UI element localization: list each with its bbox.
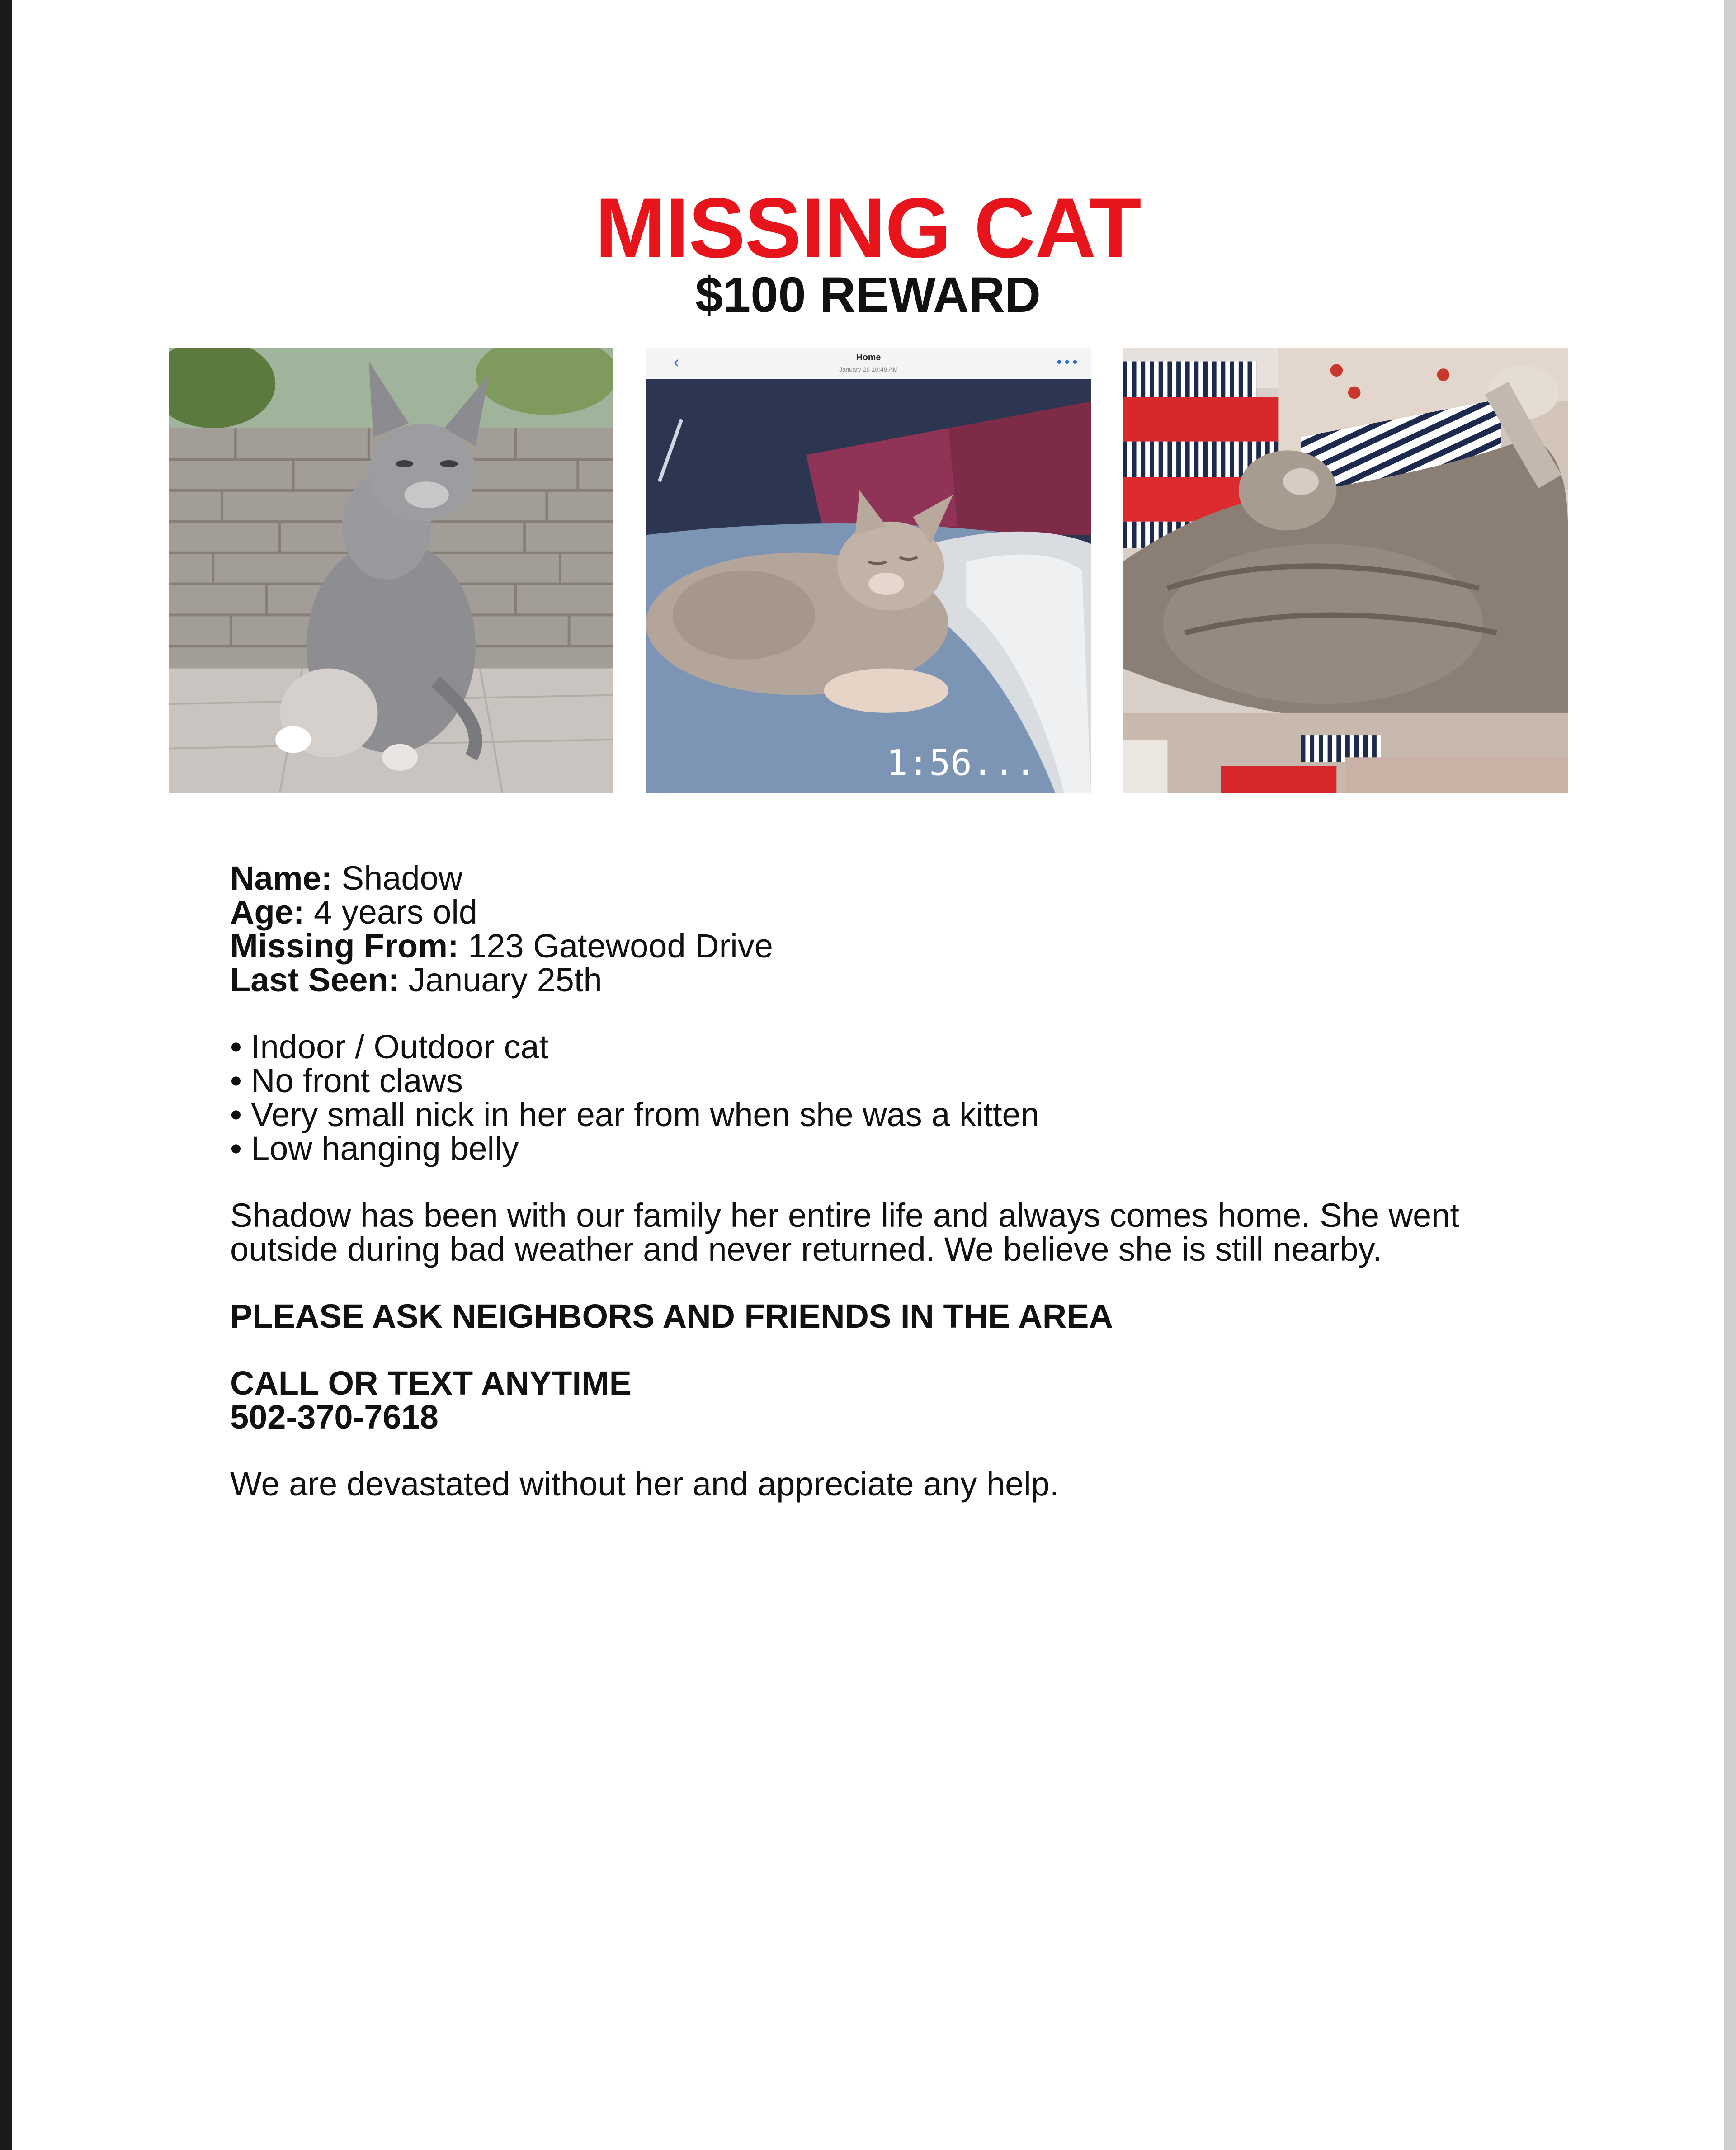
detail-last-seen bbox=[230, 963, 1586, 997]
flyer-title: MISSING CAT bbox=[595, 180, 1141, 275]
contact-heading: CALL OR TEXT ANYTIME bbox=[230, 1364, 632, 1402]
phone-number: 502-370-7618 bbox=[230, 1398, 439, 1436]
detail-label: Age: bbox=[230, 893, 305, 931]
detail-value: 123 Gatewood Drive bbox=[468, 927, 773, 965]
story-paragraph bbox=[230, 1198, 1586, 1266]
cat-photo-on-bed bbox=[646, 348, 1091, 793]
story-line: outside during bad weather and never returned. We believe she is still nearby. bbox=[230, 1231, 1382, 1268]
contact-block bbox=[230, 1366, 1586, 1434]
cat-photo-on-blanket bbox=[1123, 348, 1568, 793]
detail-age bbox=[230, 895, 1586, 929]
detail-label: Last Seen: bbox=[230, 961, 400, 999]
cat-photo-sitting-outdoors bbox=[169, 348, 613, 793]
list-item: • No front claws bbox=[230, 1064, 1586, 1098]
screenshot-subheader: January 26 10:48 AM bbox=[839, 366, 898, 373]
detail-value: 4 years old bbox=[314, 893, 477, 931]
flyer-page bbox=[12, 0, 1724, 2150]
list-item: • Indoor / Outdoor cat bbox=[230, 1030, 1586, 1064]
trait-list bbox=[230, 1030, 1586, 1165]
list-item: • Low hanging belly bbox=[230, 1132, 1586, 1165]
story-line: Shadow has been with our family her entire life and always comes home. She went bbox=[230, 1197, 1459, 1234]
page-edge bbox=[1724, 0, 1736, 2150]
detail-label: Missing From: bbox=[230, 927, 459, 965]
reward-heading: $100 REWARD bbox=[695, 267, 1041, 323]
list-item: • Very small nick in her ear from when she was a kitten bbox=[230, 1098, 1586, 1132]
cat-details bbox=[230, 861, 1586, 997]
more-options-icon: ••• bbox=[1055, 354, 1079, 370]
neighbors-notice: PLEASE ASK NEIGHBORS AND FRIENDS IN THE AREA bbox=[230, 1297, 1113, 1335]
detail-label: Name: bbox=[230, 859, 333, 897]
back-chevron-icon: ‹ bbox=[673, 352, 680, 373]
detail-value: January 25th bbox=[408, 961, 602, 999]
flyer-body bbox=[230, 861, 1586, 1501]
detail-name bbox=[230, 861, 1586, 895]
closing-message: We are devastated without her and appreciate any help. bbox=[230, 1465, 1059, 1503]
detail-missing-from bbox=[230, 929, 1586, 963]
detail-value: Shadow bbox=[341, 859, 463, 897]
video-timestamp: 1:56... bbox=[886, 742, 1037, 784]
screenshot-header: Home bbox=[856, 352, 881, 363]
